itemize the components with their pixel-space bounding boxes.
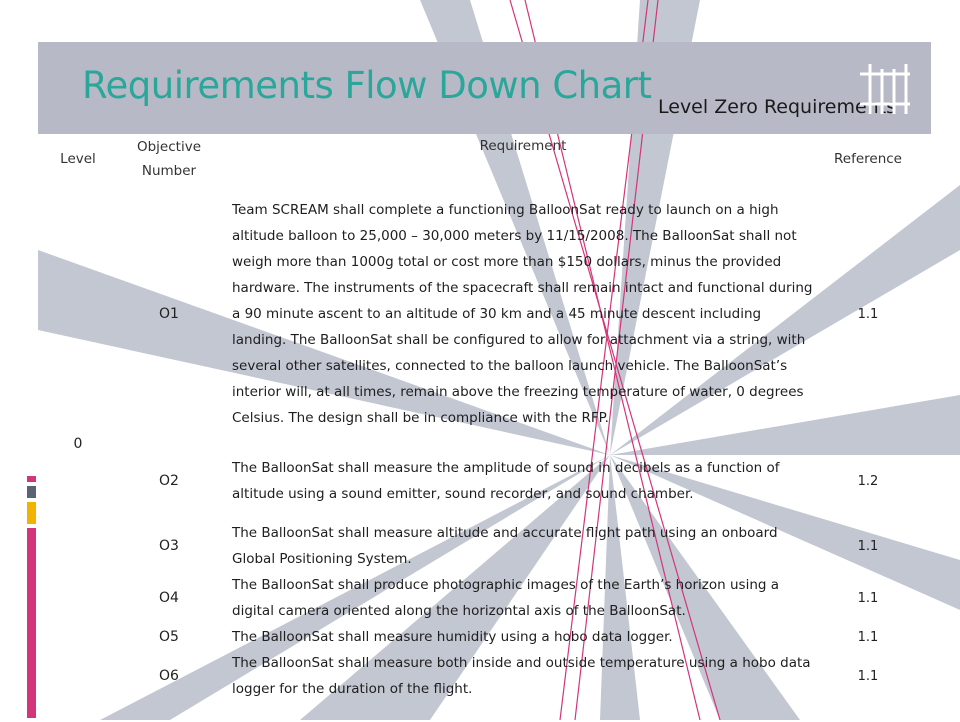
level-value: 0 <box>73 436 83 452</box>
requirement-text: The BalloonSat shall produce photographic images of the Earth’s horizon using a digital camera oriented along the horizontal axis of the BalloonSat. <box>232 577 780 619</box>
header-level: Level <box>60 151 96 167</box>
requirement-text: The BalloonSat shall measure the amplitude of sound in decibels as a function of altitude using a sound emitter, sound recorder, and sound chamber. <box>232 460 780 502</box>
requirement-text: The BalloonSat shall measure both inside and outside temperature using a hobo data logger for the duration of the flight. <box>232 655 811 697</box>
requirement-text: Team SCREAM shall complete a functioning BalloonSat ready to launch on a high altitude balloon to 25,000 – 30,000 meters by 11/15/2008. The BalloonSat shall not weigh more than 1000g total or cost more than $150 dollars, minus the provided hardware. The instruments of the spacecraft shall remain intact and functional during a 90 minute ascent to an altitude of 30 km and a 45 minute descent including landing. The BalloonSat shall be configured to allow for attachment via a string, with several other satellites, connected to the balloon launch vehicle. The BalloonSat’s interior will, at all times, remain above the freezing temperature of water, 0 degrees Celsius. The design shall be in compliance with the RFP. <box>232 202 813 426</box>
objective-number: O3 <box>159 538 179 554</box>
header-objective-number: Objective Number <box>136 139 201 179</box>
objective-number: O4 <box>159 590 179 606</box>
objective-number: O2 <box>159 473 179 489</box>
objective-number: O5 <box>159 629 179 645</box>
reference-value: 1.1 <box>857 590 879 606</box>
reference-value: 1.1 <box>857 538 879 554</box>
side-bar <box>27 486 36 498</box>
reference-value: 1.1 <box>857 306 879 322</box>
objective-number: O6 <box>159 668 179 684</box>
requirement-text: The BalloonSat shall measure humidity using a hobo data logger. <box>232 629 673 645</box>
slide-subtitle: Level Zero Requirements <box>658 96 897 118</box>
side-bar <box>27 502 36 524</box>
side-bar <box>27 476 36 482</box>
reference-value: 1.1 <box>857 668 879 684</box>
side-accent-bars <box>27 476 36 722</box>
header-requirement: Requirement <box>479 138 567 154</box>
side-bar <box>27 528 36 718</box>
reference-value: 1.1 <box>857 629 879 645</box>
reference-value: 1.2 <box>857 473 879 489</box>
decorative-lines-icon <box>860 64 920 114</box>
header-reference: Reference <box>834 151 902 167</box>
requirement-text: The BalloonSat shall measure altitude and accurate flight path using an onboard Global Positioning System. <box>232 525 778 567</box>
objective-number: O1 <box>159 306 179 322</box>
slide-title: Requirements Flow Down Chart <box>82 64 652 107</box>
